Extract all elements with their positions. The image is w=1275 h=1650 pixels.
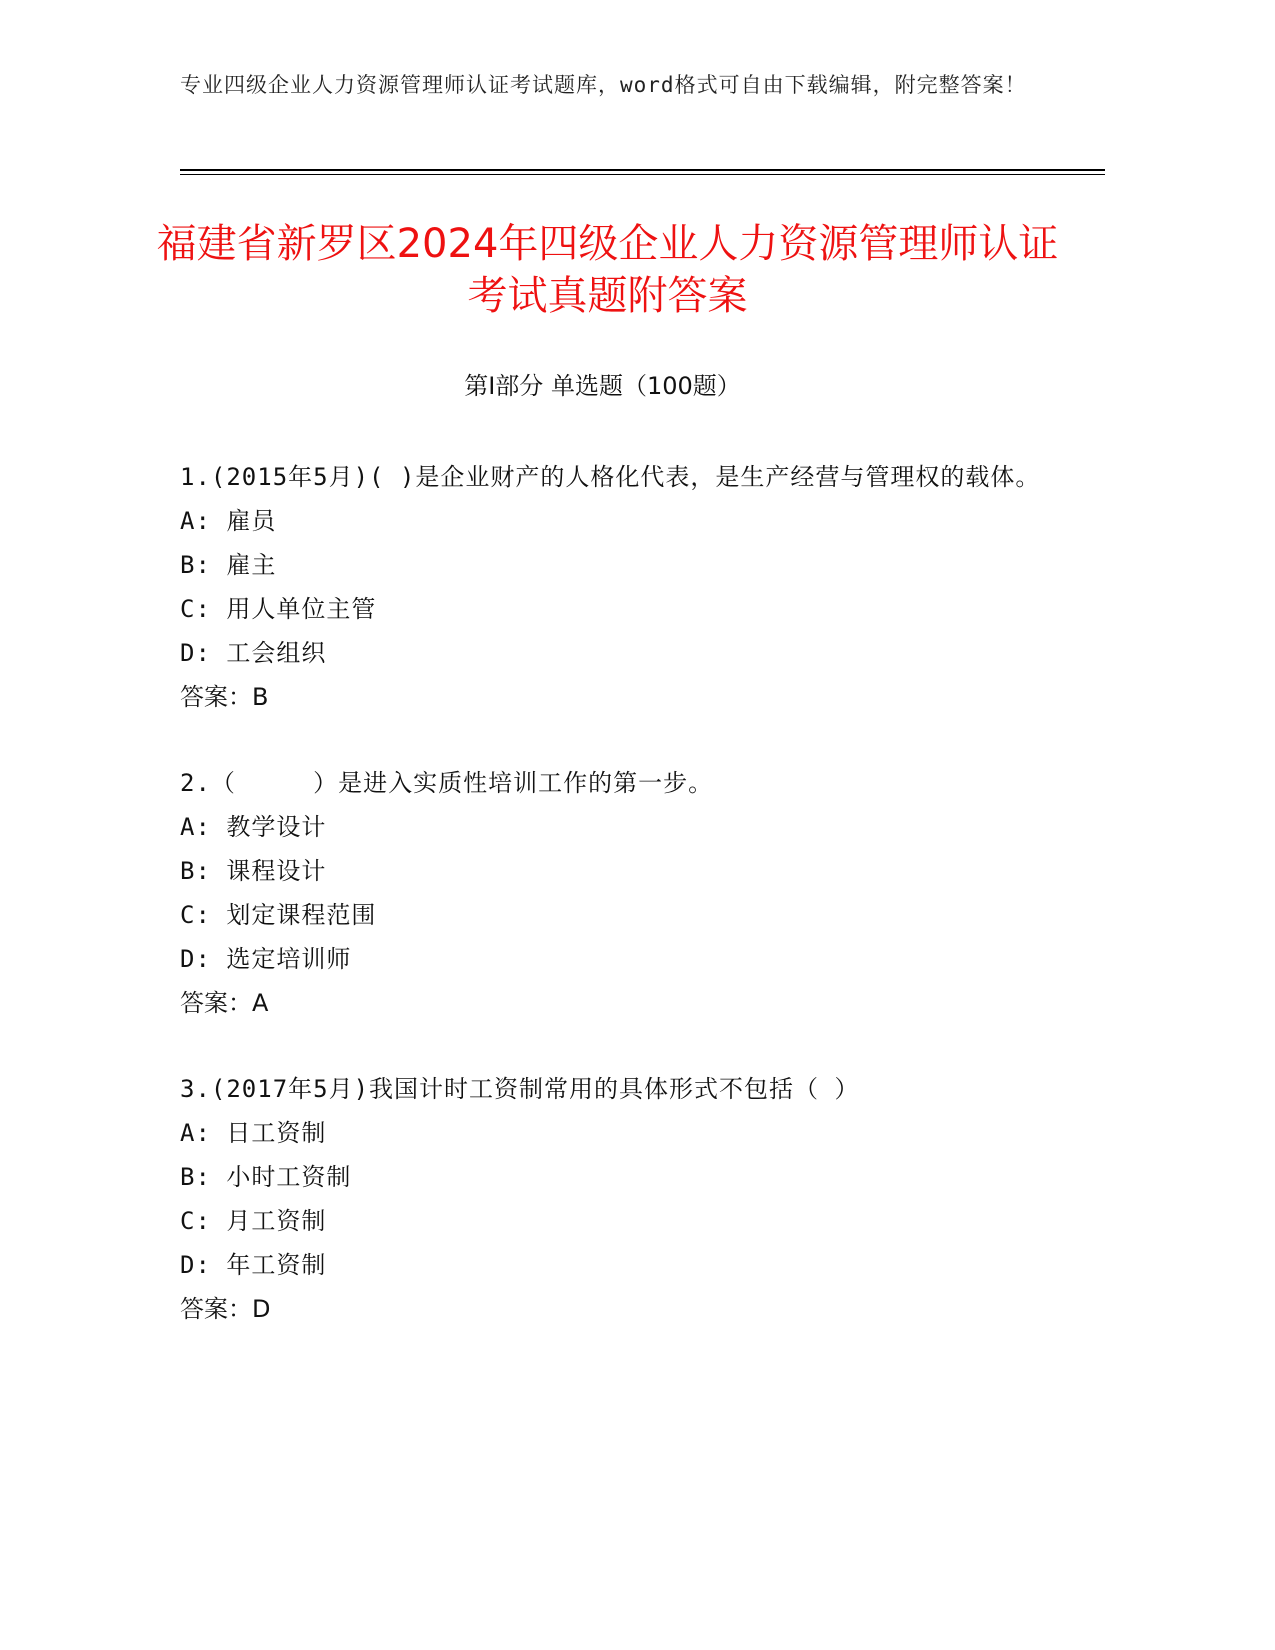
question-list [180, 455, 1060, 1373]
option-b: B: 小时工资制 [180, 1163, 352, 1191]
option-c: C: 划定课程范围 [180, 901, 377, 929]
option-c: C: 用人单位主管 [180, 595, 377, 623]
answer: 答案：D [180, 1295, 271, 1323]
question-stem: 1.(2015年5月)( )是企业财产的人格化代表，是生产经营与管理权的载体。 [180, 463, 1041, 491]
question-2 [180, 761, 1060, 1025]
option-c: C: 月工资制 [180, 1207, 327, 1235]
option-b: B: 雇主 [180, 551, 277, 579]
option-a: A: 教学设计 [180, 813, 327, 841]
option-a: A: 日工资制 [180, 1119, 327, 1147]
option-a: A: 雇员 [180, 507, 277, 535]
answer: 答案：A [180, 989, 269, 1017]
option-b: B: 课程设计 [180, 857, 327, 885]
document-title: 福建省新罗区2024年四级企业人力资源管理师认证考试真题附答案 [156, 221, 1059, 319]
question-stem: 3.(2017年5月)我国计时工资制常用的具体形式不包括（ ） [180, 1075, 860, 1103]
question-3 [180, 1067, 1060, 1331]
option-d: D: 年工资制 [180, 1251, 327, 1279]
section-heading: 第Ⅰ部分 单选题（100题） [464, 372, 741, 400]
option-d: D: 选定培训师 [180, 945, 352, 973]
header-rule-thin [180, 174, 1105, 175]
question-stem: 2.（ ）是进入实质性培训工作的第一步。 [180, 769, 714, 797]
option-d: D: 工会组织 [180, 639, 327, 667]
header-note: 专业四级企业人力资源管理师认证考试题库，word格式可自由下载编辑，附完整答案！ [180, 73, 1027, 97]
header-rule-thick [180, 169, 1105, 171]
answer: 答案：B [180, 683, 269, 711]
question-1 [180, 455, 1060, 719]
